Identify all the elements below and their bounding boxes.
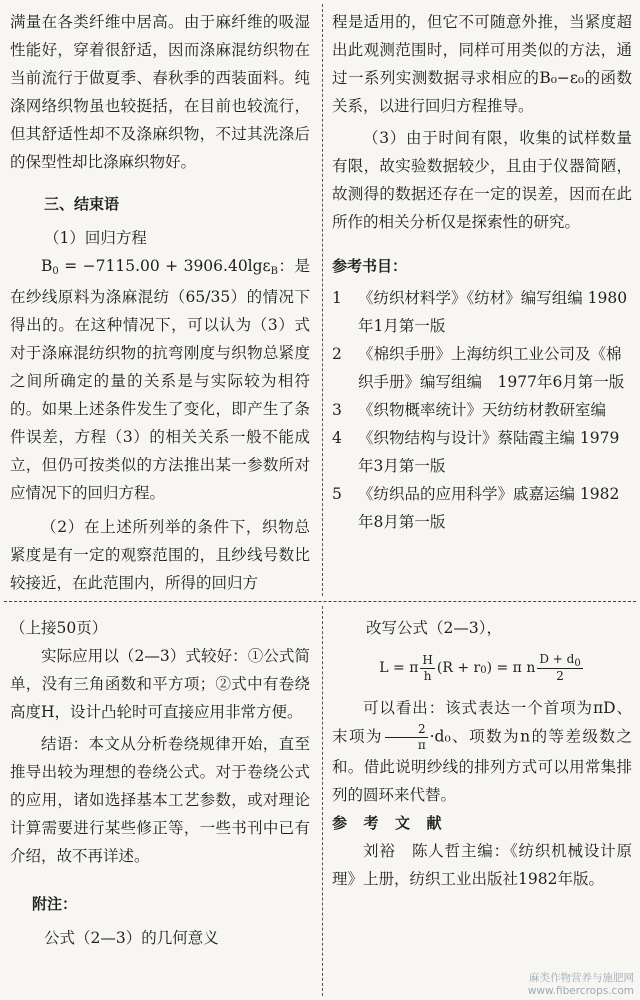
top-right-column — [332, 8, 632, 536]
bottom-right-column — [332, 614, 632, 893]
column-divider-top — [322, 4, 323, 596]
intro-paragraph: 满量在各类纤维中居高。由于麻纤维的吸湿性能好，穿着很舒适，因而涤麻混纺织物在当前流行于做夏季、春秋季的西装面料。纯涤网络织物虽也较挺括，在目前也较流行，但其舒适性却不及涤麻织物，不过其洗涤后的保型性却比涤麻织物好。 — [10, 13, 310, 171]
para1-rest: ：是在纱线原料为涤麻混纺（65/35）的情况下得出的。在这种情况下，可以认为（3）式对于涤麻混纺织物的抗弯刚度与织物总紧度之间所确定的量的关系是与实际较为相符的。如果上述条件发生了变化，即产生了条件误差，方程（3）的相关关系一般不能成立，但仍可按类似的方法推出某一参数所对应情况下的回归方程。 — [10, 257, 310, 502]
reference-item: 2 《棉织手册》上海纺织工业公司及《棉织手册》编写组编 1977年6月第一版 — [332, 345, 625, 391]
continuation-note: （上接50页） — [10, 619, 108, 637]
fraction-d: $\frac{D + d_0}{2}$ — [539, 652, 581, 683]
appendix-heading: 附注： — [32, 895, 78, 913]
continued-paragraph: 程是适用的，但它不可随意外推，当紧度超出此观测范围时，同样可用类似的方法，通过一系列实测数据寻求相应的B₀−ε₀的函数关系，以进行回归方程推导。 — [332, 13, 632, 115]
bottom-left-column — [10, 614, 310, 952]
sub-heading: （1）回归方程 — [44, 229, 147, 247]
reference-entry: 刘裕 陈人哲主编：《纺织机械设计原理》上册，纺织工业出版社1982年版。 — [332, 842, 632, 888]
reference-item: 3 《织物概率统计》天纺纺材教研室编 — [332, 401, 607, 419]
references-heading: 参考书目： — [332, 257, 408, 275]
references-list — [332, 284, 632, 536]
eq-b: B — [41, 257, 53, 275]
limits-paragraph: （3）由于时间有限，收集的试样数量有限，故实验数据较少，且由于仪器简陋，故测得的数据还存在一定的误差，因而在此所作的相关分析仅是探索性的研究。 — [332, 129, 632, 231]
eq-text: = −7115.00 + 3906.40lgε — [58, 257, 271, 275]
rewrite-line: 改写公式（2—3）， — [366, 619, 502, 637]
eq-b-sub: 0 — [52, 266, 59, 277]
section-heading: 三、结束语 — [44, 195, 120, 213]
application-paragraph: 实际应用以（2—3）式较好：①公式简单，没有三角函数和平方项；②式中有卷绕高度H，设计凸轮时可直接应用非常方便。 — [10, 647, 310, 721]
fraction-h: $\frac{H}{h}$ — [422, 652, 433, 683]
top-left-column — [10, 8, 310, 597]
appendix-text: 公式（2—3）的几何意义 — [44, 929, 219, 947]
reference-item: 5 《纺织品的应用科学》戚嘉运编 1982年8月第一版 — [332, 485, 620, 531]
site-watermark: 麻类作物营养与施肥网 www.fibercrops.com — [527, 972, 634, 997]
regression-paragraph — [10, 252, 310, 507]
fraction-2-pi: $\frac{2}{\pi}$ — [385, 722, 428, 753]
article-separator — [4, 601, 636, 602]
reference-item: 4 《织物结构与设计》蔡陆霞主编 1979年3月第一版 — [332, 429, 620, 475]
conclusion-paragraph: 结语：本文从分析卷绕规律开始，直至推导出较为理想的卷绕公式。对于卷绕公式的应用，诸如选择基本工艺参数，或对理论计算需要进行某些修正等，一些书刊中已有介绍，故不再详述。 — [10, 735, 310, 865]
series-paragraph: 可以看出：该式表达一个首项为πD、末项为 $\frac{2}{\pi}$ ·d₀、项数为n的等差级数之和。借此说明纱线的排列方式可以用常集排列的圆环来代替。 — [332, 699, 632, 804]
references-title: 参考文献 — [332, 814, 459, 832]
reference-item: 1 《纺织材料学》《纺材》编写组编 1980年1月第一版 — [332, 289, 628, 335]
scope-paragraph: （2）在上述所列举的条件下，织物总紧度是有一定的观察范围的，且纱线号数比较接近，在此范围内，所得的回归方 — [10, 518, 310, 592]
formula-block: L = π $\frac{H}{h}$ (R + r 0 ) = π n $\frac{D + d_0}{2}$ — [379, 652, 581, 683]
eq-eps-sub: B — [270, 266, 278, 277]
column-divider-bottom — [322, 606, 323, 996]
